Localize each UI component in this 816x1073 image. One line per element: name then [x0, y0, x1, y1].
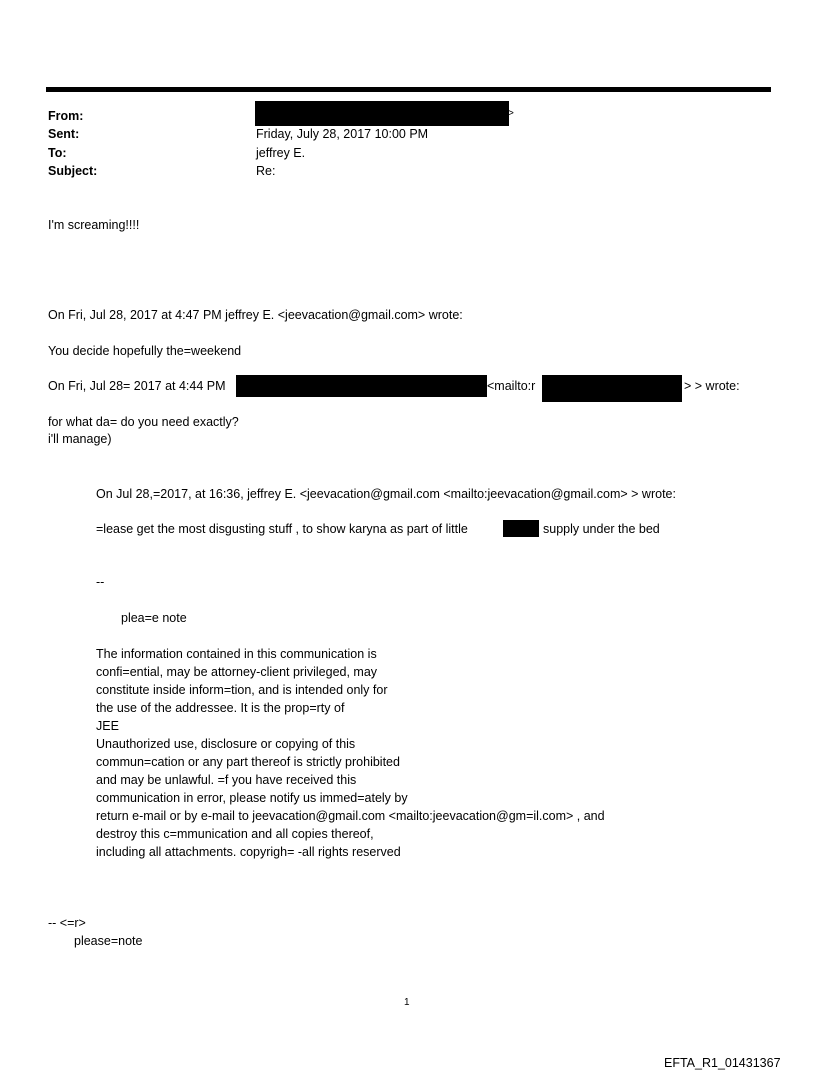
from-suffix: >	[508, 108, 514, 119]
disclaimer-line: communication in error, please notify us immed=ately by	[96, 791, 408, 805]
signature-dashes: --	[96, 575, 105, 589]
sent-value: Friday, July 28, 2017 10:00 PM	[256, 127, 429, 141]
from-label: From:	[48, 109, 84, 123]
quote-3-text-start: =lease get the most disgusting stuff , to show karyna as part of little	[96, 522, 468, 536]
quote-1-text: You decide hopefully the=weekend	[48, 344, 242, 358]
header-rule	[46, 87, 771, 92]
disclaimer-line: Unauthorized use, disclosure or copying of this	[96, 737, 356, 751]
sent-label: Sent:	[48, 127, 80, 141]
quote-2-mailto: <mailto:r	[487, 379, 536, 393]
document-id: EFTA_R1_01431367	[664, 1056, 781, 1070]
disclaimer-line: the use of the addressee. It is the prop=rty of	[96, 701, 345, 715]
disclaimer-line: return e-mail or by e-mail to jeevacation@gmail.com <mailto:jeevacation@gm=il.com> , and	[96, 809, 605, 823]
quote-3-text-end: supply under the bed	[543, 522, 660, 536]
disclaimer-line: The information contained in this communication is	[96, 647, 377, 661]
subject-label: Subject:	[48, 164, 98, 178]
redacted-email	[542, 375, 682, 402]
quote-2-line-1: for what da= do you need exactly?	[48, 415, 239, 429]
redacted-name	[236, 375, 487, 397]
to-label: To:	[48, 146, 67, 160]
quote-2-line-2: i'll manage)	[48, 432, 112, 446]
page-number: 1	[404, 997, 410, 1008]
quote-1-header: On Fri, Jul 28, 2017 at 4:47 PM jeffrey E. <jeevacation@gmail.com> wrote:	[48, 308, 463, 322]
disclaimer-line: including all attachments. copyrigh= -all rights reserved	[96, 845, 401, 859]
quote-2-header-start: On Fri, Jul 28= 2017 at 4:44 PM	[48, 379, 226, 393]
disclaimer-line: and may be unlawful. =f you have received this	[96, 773, 357, 787]
trailer-note: please=note	[74, 934, 143, 948]
trailer-dashes: -- <=r>	[48, 916, 86, 930]
disclaimer-line: JEE	[96, 719, 119, 733]
disclaimer-line: commun=cation or any part thereof is strictly prohibited	[96, 755, 400, 769]
disclaimer-line: confi=ential, may be attorney-client privileged, may	[96, 665, 378, 679]
quote-3-header: On Jul 28,=2017, at 16:36, jeffrey E. <jeevacation@gmail.com <mailto:jeevacation@gmail.com> > wrote:	[96, 487, 676, 501]
to-value: jeffrey E.	[256, 146, 306, 160]
subject-value: Re:	[256, 164, 276, 178]
redacted-sender	[255, 101, 509, 126]
disclaimer-line: constitute inside inform=tion, and is intended only for	[96, 683, 388, 697]
signature-note: plea=e note	[121, 611, 187, 625]
disclaimer-line: destroy this c=mmunication and all copies thereof,	[96, 827, 374, 841]
redacted-word	[503, 520, 539, 537]
reply-text: I'm screaming!!!!	[48, 218, 140, 232]
quote-2-end: > > wrote:	[684, 379, 740, 393]
